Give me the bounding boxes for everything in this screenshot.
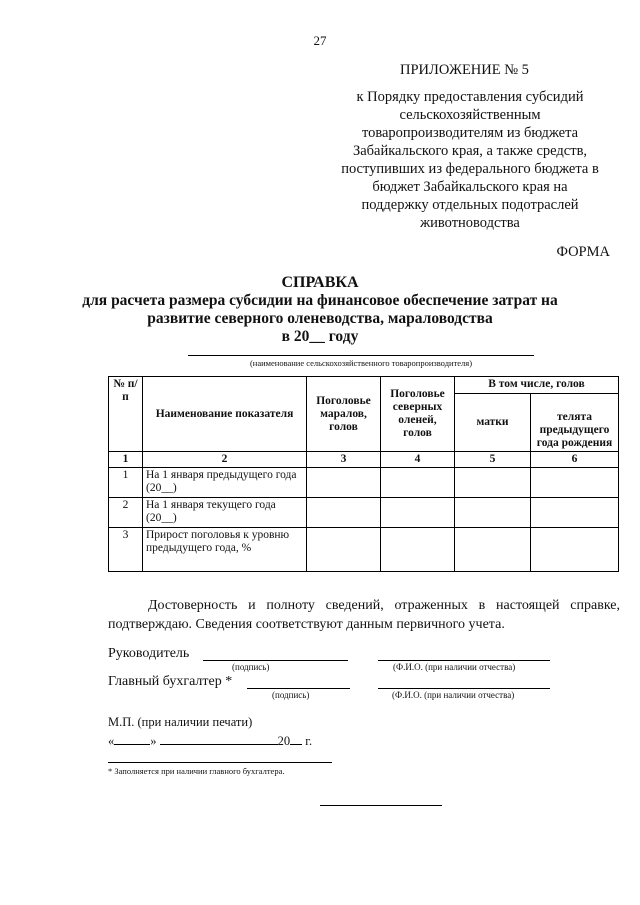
order-line: животноводства <box>420 215 520 231</box>
value-cell[interactable] <box>455 528 531 572</box>
date-field <box>108 732 312 749</box>
date-month-field[interactable] <box>160 732 278 745</box>
seal-note: М.П. (при наличии печати) <box>108 715 253 729</box>
header-num: № п/п <box>109 377 143 452</box>
value-cell[interactable] <box>531 498 619 528</box>
header-name: Наименование показателя <box>143 377 307 452</box>
appendix-reference <box>320 88 620 232</box>
title-line: развитие северного оленеводства, мараловодства <box>147 310 493 327</box>
header-marals: Поголовье маралов, голов <box>307 377 381 452</box>
footnote-divider <box>108 762 332 763</box>
document-title <box>0 274 640 346</box>
title-line: в 20__ году <box>281 328 359 345</box>
footnote: * Заполняется при наличии главного бухгалтера. <box>108 766 285 776</box>
row-name: Прирост поголовья к уровню предыдущего года, % <box>143 528 307 572</box>
header-females: матки <box>455 394 531 452</box>
head-fio-field[interactable] <box>378 660 550 661</box>
data-table <box>108 376 619 572</box>
producer-name-caption: (наименование сельскохозяйственного товаропроизводителя) <box>249 358 473 368</box>
date-suffix: г. <box>305 734 313 748</box>
header-including: В том числе, голов <box>455 377 619 394</box>
head-signature-field[interactable] <box>203 660 348 661</box>
accountant-signature-field[interactable] <box>247 688 350 689</box>
table-row <box>109 528 619 572</box>
order-line: к Порядку предоставления субсидий <box>356 89 584 105</box>
form-label: ФОРМА <box>556 244 610 260</box>
order-line: сельскохозяйственным <box>399 107 541 123</box>
head-label: Руководитель <box>108 646 190 661</box>
header-calves: телята предыдущего года рождения <box>531 394 619 452</box>
column-number: 4 <box>381 452 455 468</box>
value-cell[interactable] <box>307 468 381 498</box>
accountant-fio-caption: (Ф.И.О. (при наличии отчества) <box>392 690 515 700</box>
value-cell[interactable] <box>381 498 455 528</box>
order-line: поступивших из федерального бюджета в <box>341 161 599 177</box>
column-number: 5 <box>455 452 531 468</box>
column-number: 2 <box>143 452 307 468</box>
value-cell[interactable] <box>455 498 531 528</box>
date-day-field[interactable] <box>114 732 150 745</box>
date-year-field[interactable] <box>290 732 302 745</box>
row-number: 3 <box>109 528 143 572</box>
order-line: поддержку отдельных подотраслей <box>361 197 579 213</box>
value-cell[interactable] <box>381 468 455 498</box>
value-cell[interactable] <box>307 498 381 528</box>
column-number: 1 <box>109 452 143 468</box>
value-cell[interactable] <box>381 528 455 572</box>
value-cell[interactable] <box>455 468 531 498</box>
date-year-prefix: 20 <box>277 734 291 748</box>
order-line: Забайкальского края, а также средств, <box>352 143 588 159</box>
header-deer: Поголовье северных оленей, голов <box>381 377 455 452</box>
column-number: 6 <box>531 452 619 468</box>
date-close-quote: » <box>150 734 157 748</box>
column-number: 3 <box>307 452 381 468</box>
appendix-title: ПРИЛОЖЕНИЕ № 5 <box>400 62 529 78</box>
title-line: СПРАВКА <box>281 274 359 291</box>
table-row <box>109 498 619 528</box>
accountant-fio-field[interactable] <box>378 688 550 689</box>
producer-name-field[interactable] <box>188 355 534 356</box>
value-cell[interactable] <box>531 528 619 572</box>
row-number: 1 <box>109 468 143 498</box>
order-line: товаропроизводителям из бюджета <box>361 125 579 141</box>
accountant-signature-caption: (подпись) <box>272 690 310 700</box>
page-number: 27 <box>313 33 327 48</box>
title-line: для расчета размера субсидии на финансовое обеспечение затрат на <box>82 292 558 309</box>
value-cell[interactable] <box>307 528 381 572</box>
value-cell[interactable] <box>531 468 619 498</box>
table-row <box>109 468 619 498</box>
head-signature-caption: (подпись) <box>232 662 270 672</box>
accountant-label: Главный бухгалтер * <box>108 674 233 689</box>
order-line: бюджет Забайкальского края на <box>372 179 568 195</box>
bottom-rule <box>320 805 442 806</box>
row-number: 2 <box>109 498 143 528</box>
row-name: На 1 января предыдущего года (20__) <box>143 468 307 498</box>
confirmation-sentence: Достоверность и полноту сведений, отраженных в настоящей справке, подтверждаю. Сведения соответствуют данным первичного учета. <box>108 598 620 632</box>
row-name: На 1 января текущего года (20__) <box>143 498 307 528</box>
date-open-quote: « <box>108 734 115 748</box>
confirmation-text <box>108 596 620 634</box>
head-fio-caption: (Ф.И.О. (при наличии отчества) <box>393 662 516 672</box>
